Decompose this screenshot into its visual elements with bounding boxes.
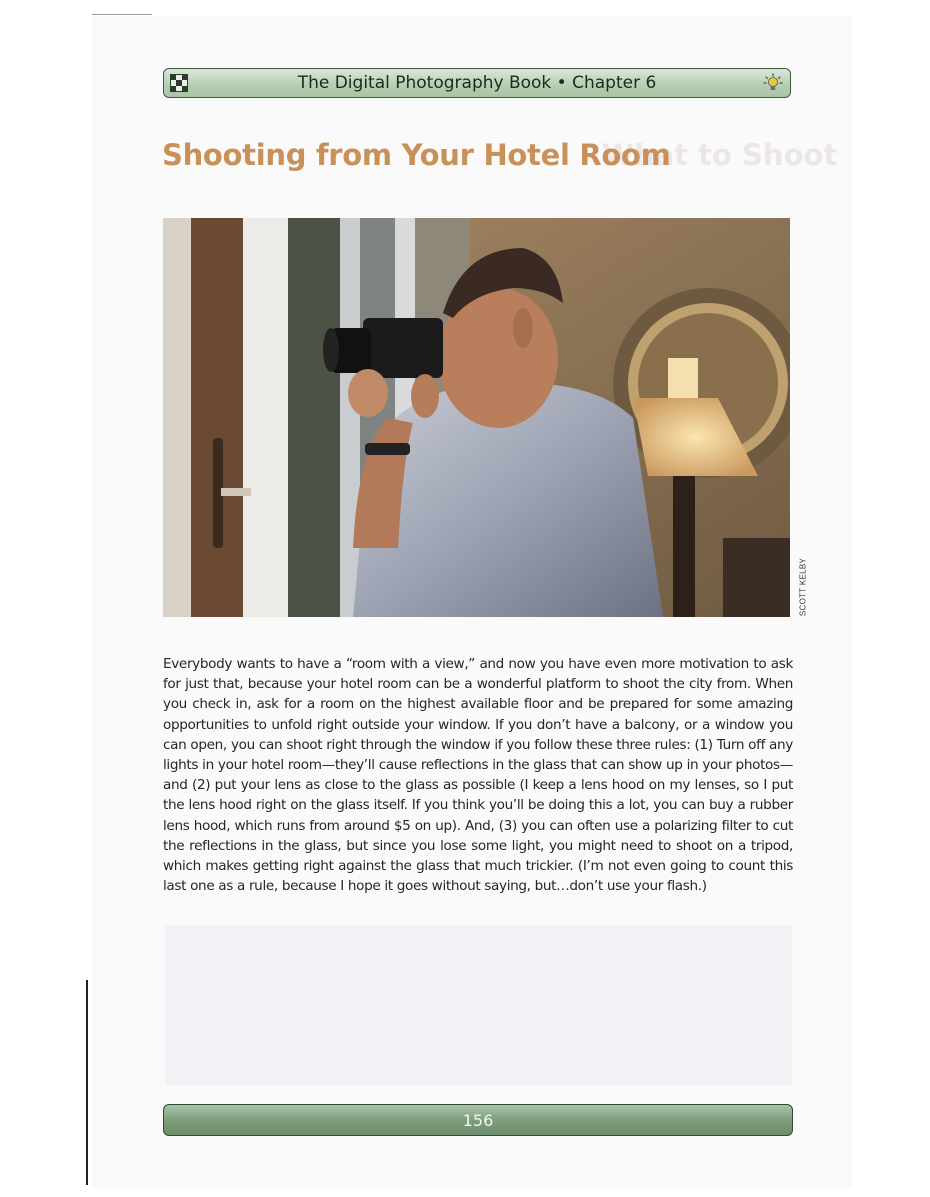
body-paragraph: Everybody wants to have a “room with a view,” and now you have even more motivation to ask for just that, because your hotel room can be a wonderful platform to shoot the city from. When you check in, ask for a room on the highest available floor and be prepared for some amazing opportunities to unfold right outside your window. If you don’t have a balcony, or a window you can open, you can shoot right through the window if you follow these three rules: (1) Turn off any lights in your hotel room—they’ll cause reflections in the glass that can show up in your photos—and (2) put your lens as close to the glass as possible (I keep a lens hood on my lenses, so I put the lens hood right on the glass itself. If you think you’ll be doing this a lot, you can buy a rubber lens hood, which runs from around $5 on up). And, (3) you can often use a polarizing filter to cut the reflections in the glass, but since you lose some light, you might need to shoot on a tripod, which makes getting right against the glass that much trickier. (I’m not even going to count this last one as a rule, because I hope it goes without saying, but…don’t use your flash.) — [163, 656, 793, 895]
page-number-bar — [163, 1104, 793, 1136]
lightbulb-icon — [763, 73, 783, 93]
grid-icon — [170, 74, 188, 92]
chapter-header-title: The Digital Photography Book • Chapter 6 — [297, 73, 657, 93]
scan-edge — [86, 980, 88, 1185]
bleed-through-text: What to Shoot — [602, 138, 838, 172]
chapter-header-bar — [163, 68, 791, 98]
photo-photographer-at-hotel-window — [163, 218, 790, 617]
scan-edge — [92, 14, 152, 15]
bleed-through-box — [165, 925, 792, 1085]
photo-credit: SCOTT KELBY — [798, 557, 808, 617]
page-number: 156 — [462, 1110, 494, 1130]
page-title: Shooting from Your Hotel Room — [162, 138, 671, 172]
